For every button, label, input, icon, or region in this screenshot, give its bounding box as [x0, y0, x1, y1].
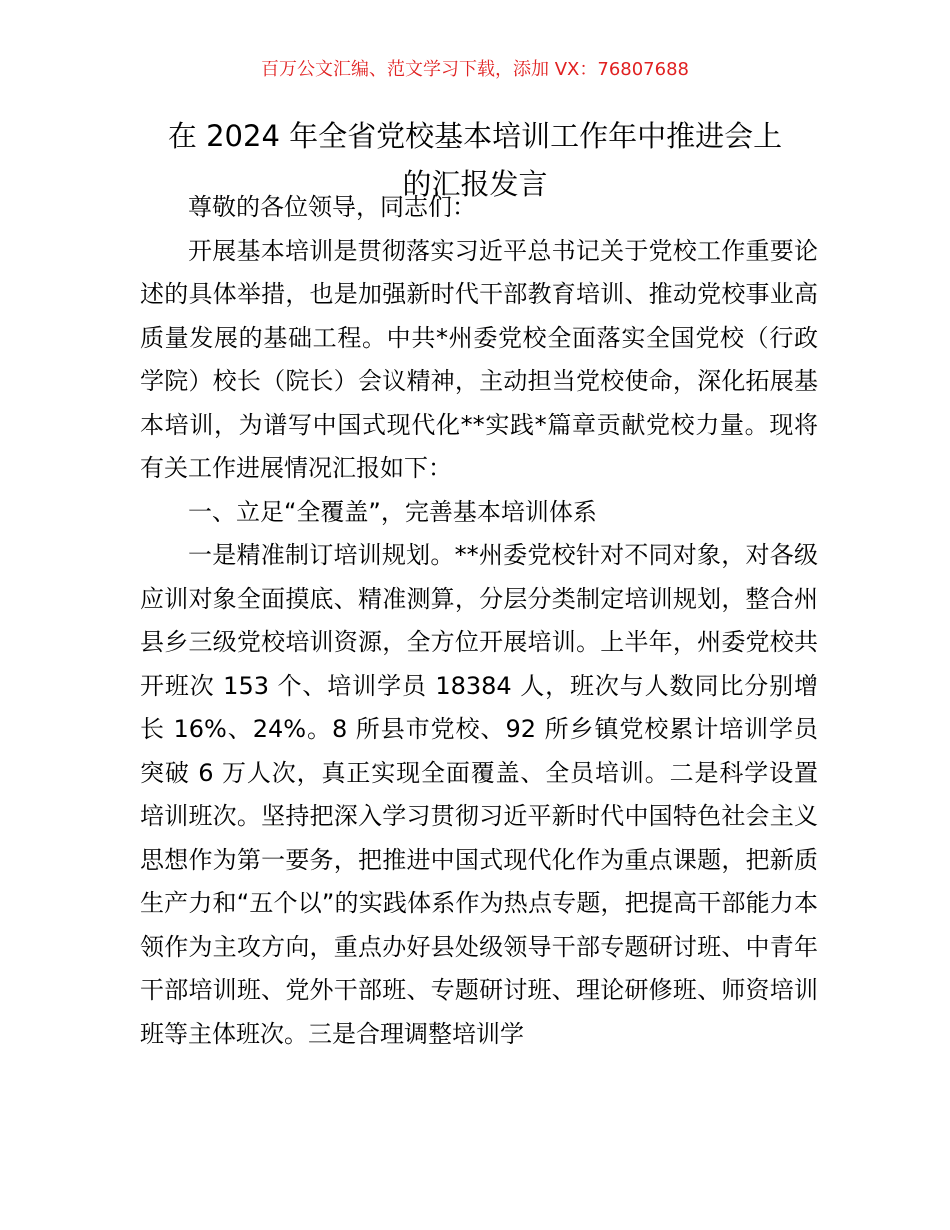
title-line-1: 在 2024 年全省党校基本培训工作年中推进会上	[167, 119, 783, 153]
document-body	[140, 186, 818, 1056]
salutation: 尊敬的各位领导，同志们：	[188, 193, 476, 221]
intro-paragraph: 开展基本培训是贯彻落实习近平总书记关于党校工作重要论述的具体举措，也是加强新时代干部教育培训、推动党校事业高质量发展的基础工程。中共*州委党校全面落实全国党校（行政学院）校长（院长）会议精神，主动担当党校使命，深化拓展基本培训，为谱写中国式现代化**实践*篇章贡献党校力量。现将有关工作进展情况汇报如下：	[140, 236, 818, 482]
title-line-2: 的汇报发言	[402, 167, 548, 201]
download-banner: 百万公文汇编、范文学习下载，添加 VX：76807688	[261, 59, 689, 80]
section-1-paragraph: 一是精准制订培训规划。**州委党校针对不同对象，对各级应训对象全面摸底、精准测算，分层分类制定培训规划，整合州县乡三级党校培训资源，全方位开展培训。上半年，州委党校共开班次 153 个、培训学员 18384 人，班次与人数同比分别增长 16%、24%。8 所县市党校、92 所乡镇党校累计培训学员突破 6 万人次，真正实现全面覆盖、全员培训。二是科学设置培训班次。坚持把深入学习贯彻习近平新时代中国特色社会主义思想作为第一要务，把推进中国式现代化作为重点课题，把新质生产力和“五个以”的实践体系作为热点专题，把提高干部能力本领作为主攻方向，重点办好县处级领导干部专题研讨班、中青年干部培训班、党外干部班、专题研讨班、理论研修班、师资培训班等主体班次。三是合理调整培训学	[140, 541, 818, 1048]
section-heading-1: 一、立足“全覆盖”，完善基本培训体系	[188, 497, 597, 526]
